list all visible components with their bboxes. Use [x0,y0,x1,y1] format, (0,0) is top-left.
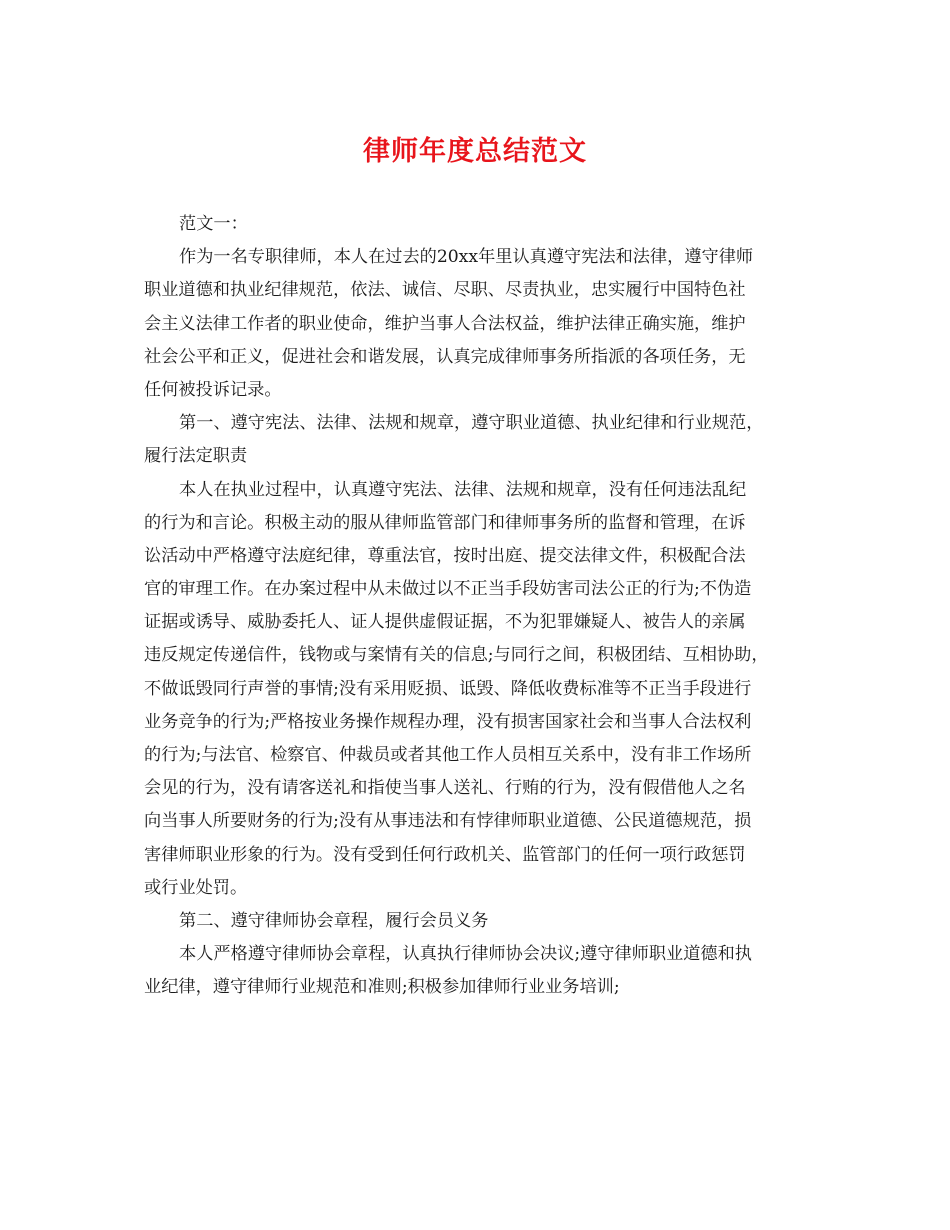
document-title: 律师年度总结范文 [363,136,587,167]
text-line: 业务竞争的行为;严格按业务操作规程办理，没有损害国家社会和当事人合法权利 [144,711,752,732]
text-line: 向当事人所要财务的行为;没有从事违法和有悖律师职业道德、公民道德规范，损 [144,811,752,832]
text-line: 的行为和言论。积极主动的服从律师监管部门和律师事务所的监督和管理，在诉 [144,512,746,533]
text-line: 害律师职业形象的行为。没有受到任何行政机关、监管部门的任何一项行政惩罚 [144,844,746,865]
text-line: 本人在执业过程中，认真遵守宪法、法律、法规和规章，没有任何违法乱纪 [179,479,747,500]
text-line: 业纪律，遵守律师行业规范和准则;积极参加律师行业业务培训; [144,977,620,998]
document-body [144,208,824,1005]
text-line: 第二、遵守律师协会章程，履行会员义务 [179,910,489,931]
text-line: 作为一名专职律师，本人在过去的20xx年里认真遵守宪法和法律，遵守律师 [179,247,754,268]
text-line: 职业道德和执业纪律规范，依法、诚信、尽职、尽责执业，忠实履行中国特色社 [144,280,746,301]
text-line: 会见的行为，没有请客送礼和指使当事人送礼、行贿的行为，没有假借他人之名 [144,778,746,799]
text-line: 任何被投诉记录。 [144,379,282,400]
text-line: 会主义法律工作者的职业使命，维护当事人合法权益，维护法律正确实施，维护 [144,313,746,334]
text-line: 官的审理工作。在办案过程中从未做过以不正当手段妨害司法公正的行为;不伪造 [144,579,752,600]
text-line: 第一、遵守宪法、法律、法规和规章，遵守职业道德、执业纪律和行业规范， [179,413,764,434]
text-line: 本人严格遵守律师协会章程，认真执行律师协会决议;遵守律师职业道德和执 [179,944,752,965]
text-line: 讼活动中严格遵守法庭纪律，尊重法官，按时出庭、提交法律文件，积极配合法 [144,545,746,566]
text-line: 不做诋毁同行声誉的事情;没有采用贬损、诋毁、降低收费标准等不正当手段进行 [144,678,752,699]
text-line: 违反规定传递信件，钱物或与案情有关的信息;与同行之间，积极团结、互相协助， [144,645,769,666]
text-line: 证据或诱导、威胁委托人、证人提供虚假证据，不为犯罪嫌疑人、被告人的亲属 [144,612,746,633]
text-line: 社会公平和正义，促进社会和谐发展，认真完成律师事务所指派的各项任务，无 [144,346,746,367]
text-line: 履行法定职责 [144,446,248,467]
text-line: 的行为;与法官、检察官、仲裁员或者其他工作人员相互关系中，没有非工作场所 [144,745,752,765]
text-line: 范文一： [179,214,248,234]
text-line: 或行业处罚。 [144,877,248,898]
